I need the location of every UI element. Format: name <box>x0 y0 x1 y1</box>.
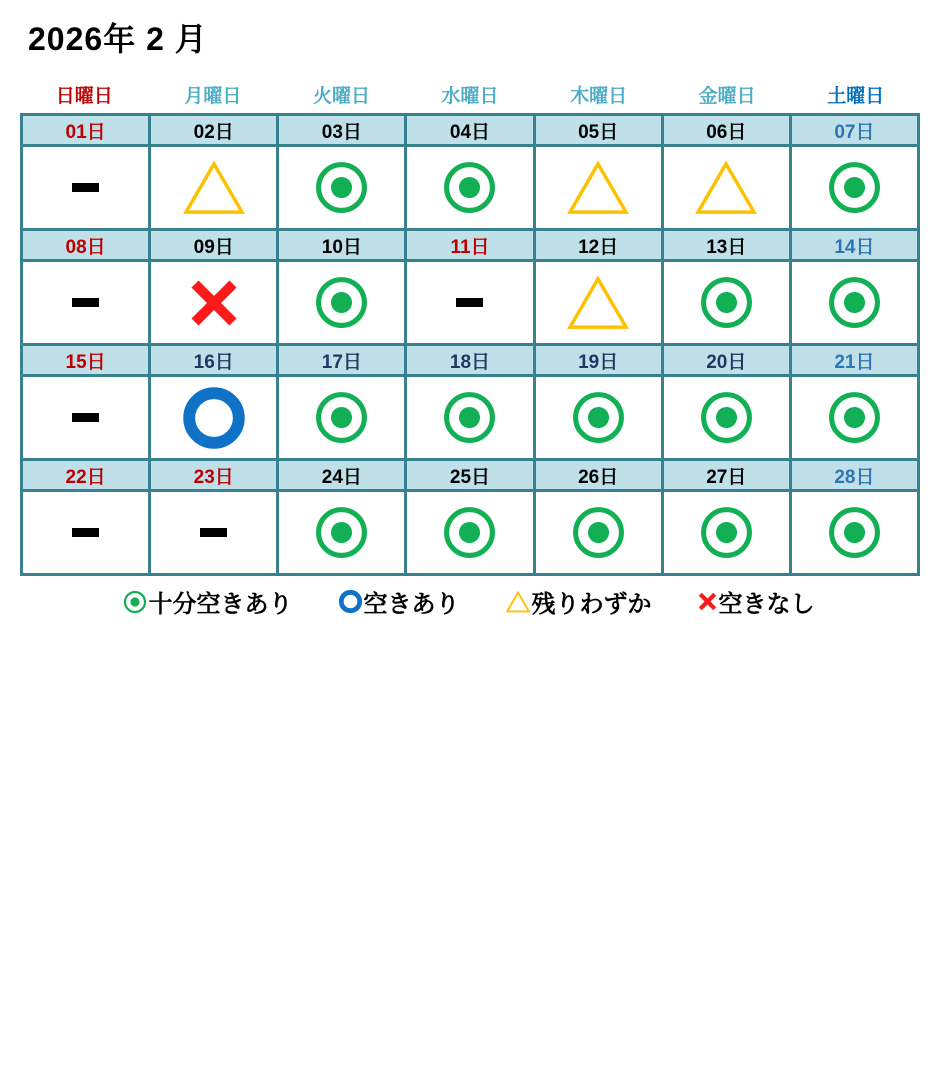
availability-cell-triangle[interactable] <box>662 146 790 230</box>
date-cell: 26日 <box>534 460 662 491</box>
date-cell: 13日 <box>662 230 790 261</box>
date-cell: 27日 <box>662 460 790 491</box>
dash-icon <box>200 528 227 537</box>
triangle-icon <box>506 591 530 613</box>
availability-cell-circle-dot[interactable] <box>406 146 534 230</box>
availability-cell-dash <box>22 491 150 575</box>
date-cell: 04日 <box>406 115 534 146</box>
date-row <box>22 230 919 261</box>
triangle-icon <box>506 591 530 613</box>
date-cell: 21日 <box>790 345 918 376</box>
availability-cell-circle[interactable] <box>150 376 278 460</box>
date-cell: 09日 <box>150 230 278 261</box>
date-cell: 15日 <box>22 345 150 376</box>
symbol-row <box>22 376 919 460</box>
date-cell: 03日 <box>278 115 406 146</box>
date-cell: 19日 <box>534 345 662 376</box>
x-icon <box>189 278 239 328</box>
availability-cell-circle-dot[interactable] <box>790 261 918 345</box>
legend-item-plenty <box>123 584 293 619</box>
availability-cell-circle-dot[interactable] <box>406 376 534 460</box>
availability-cell-dash <box>150 491 278 575</box>
availability-cell-circle-dot[interactable] <box>534 491 662 575</box>
triangle-icon <box>183 160 245 216</box>
circle-dot-icon <box>123 590 147 614</box>
symbol-row <box>22 146 919 230</box>
day-of-week-header: 日曜日 <box>55 86 113 107</box>
availability-cell-triangle[interactable] <box>150 146 278 230</box>
legend-label: 空きあり <box>363 591 460 618</box>
day-of-week-header: 水曜日 <box>441 86 499 107</box>
availability-cell-circle-dot[interactable] <box>278 491 406 575</box>
day-of-week-header-row <box>20 84 920 110</box>
triangle-icon <box>567 160 629 216</box>
legend-item-few-remaining <box>506 584 652 619</box>
circle-dot-icon <box>442 390 497 445</box>
circle-dot-icon <box>699 275 754 330</box>
circle-dot-icon <box>442 160 497 215</box>
availability-cell-dash <box>406 261 534 345</box>
legend-item-available <box>339 584 460 619</box>
date-cell: 02日 <box>150 115 278 146</box>
availability-cell-dash <box>22 261 150 345</box>
date-cell: 17日 <box>278 345 406 376</box>
dash-icon <box>72 413 99 422</box>
circle-dot-icon <box>571 505 626 560</box>
circle-dot-icon <box>699 390 754 445</box>
availability-cell-circle-dot[interactable] <box>662 376 790 460</box>
availability-table <box>20 113 920 576</box>
x-icon <box>698 592 717 611</box>
date-cell: 11日 <box>406 230 534 261</box>
date-cell: 06日 <box>662 115 790 146</box>
date-cell: 20日 <box>662 345 790 376</box>
availability-cell-triangle[interactable] <box>534 261 662 345</box>
availability-cell-circle-dot[interactable] <box>278 261 406 345</box>
circle-icon <box>339 590 362 613</box>
dash-icon <box>456 298 483 307</box>
date-row <box>22 115 919 146</box>
availability-table-body <box>22 115 919 575</box>
availability-cell-circle-dot[interactable] <box>534 376 662 460</box>
date-cell: 08日 <box>22 230 150 261</box>
circle-dot-icon <box>314 390 369 445</box>
date-cell: 22日 <box>22 460 150 491</box>
availability-cell-circle-dot[interactable] <box>790 146 918 230</box>
circle-dot-icon <box>571 390 626 445</box>
date-cell: 18日 <box>406 345 534 376</box>
date-cell: 07日 <box>790 115 918 146</box>
circle-dot-icon <box>314 160 369 215</box>
date-cell: 10日 <box>278 230 406 261</box>
date-cell: 14日 <box>790 230 918 261</box>
circle-dot-icon <box>123 590 147 614</box>
date-cell: 25日 <box>406 460 534 491</box>
triangle-icon <box>695 160 757 216</box>
circle-icon <box>183 387 245 449</box>
legend-label: 空きなし <box>718 591 815 618</box>
circle-dot-icon <box>827 390 882 445</box>
symbol-row <box>22 491 919 575</box>
circle-dot-icon <box>314 505 369 560</box>
day-of-week-header: 火曜日 <box>312 86 370 107</box>
triangle-icon <box>567 275 629 331</box>
circle-dot-icon <box>699 505 754 560</box>
date-cell: 23日 <box>150 460 278 491</box>
page-title: 2026年 2 月 <box>28 21 208 57</box>
circle-dot-icon <box>827 275 882 330</box>
day-of-week-header: 月曜日 <box>184 86 242 107</box>
circle-dot-icon <box>314 275 369 330</box>
day-of-week-header: 土曜日 <box>827 86 885 107</box>
date-cell: 12日 <box>534 230 662 261</box>
availability-cell-circle-dot[interactable] <box>278 376 406 460</box>
availability-cell-triangle[interactable] <box>534 146 662 230</box>
legend <box>0 584 937 619</box>
availability-cell-circle-dot[interactable] <box>790 376 918 460</box>
availability-cell-circle-dot[interactable] <box>790 491 918 575</box>
symbol-row <box>22 261 919 345</box>
circle-dot-icon <box>442 505 497 560</box>
circle-dot-icon <box>827 505 882 560</box>
day-of-week-header: 金曜日 <box>698 86 756 107</box>
legend-label: 十分空きあり <box>148 591 293 618</box>
availability-cell-circle-dot[interactable] <box>662 261 790 345</box>
date-cell: 24日 <box>278 460 406 491</box>
dash-icon <box>72 528 99 537</box>
date-cell: 16日 <box>150 345 278 376</box>
availability-cell-circle-dot[interactable] <box>406 491 534 575</box>
date-row <box>22 345 919 376</box>
date-cell: 05日 <box>534 115 662 146</box>
legend-label: 残りわずか <box>531 591 652 618</box>
date-row <box>22 460 919 491</box>
legend-item-full <box>698 584 815 619</box>
dash-icon <box>72 183 99 192</box>
availability-cell-circle-dot[interactable] <box>662 491 790 575</box>
availability-cell-dash <box>22 146 150 230</box>
x-icon <box>698 592 717 611</box>
dash-icon <box>72 298 99 307</box>
availability-cell-circle-dot[interactable] <box>278 146 406 230</box>
availability-cell-dash <box>22 376 150 460</box>
availability-cell-x <box>150 261 278 345</box>
circle-icon <box>339 590 362 613</box>
date-cell: 01日 <box>22 115 150 146</box>
circle-dot-icon <box>827 160 882 215</box>
date-cell: 28日 <box>790 460 918 491</box>
day-of-week-header: 木曜日 <box>570 86 628 107</box>
